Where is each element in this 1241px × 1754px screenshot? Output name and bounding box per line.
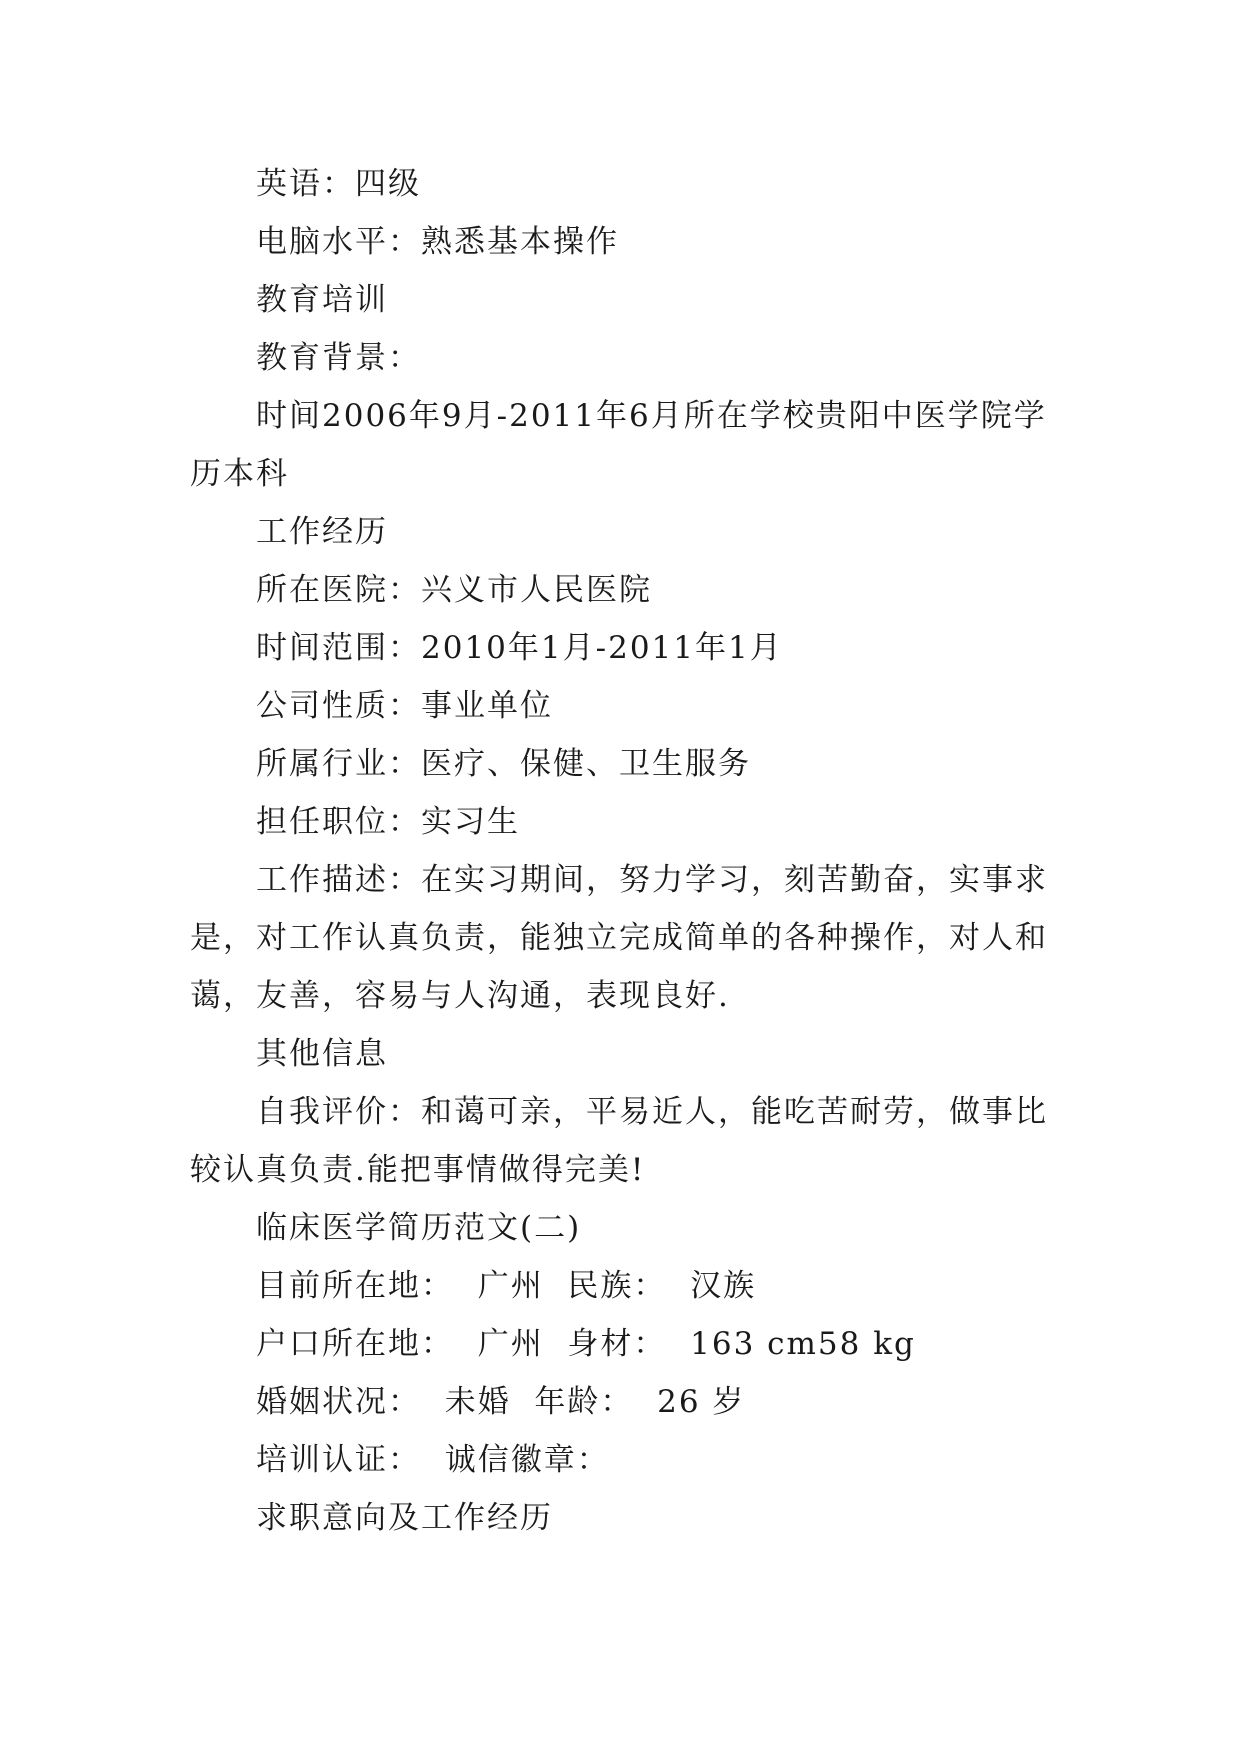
education-background-detail: 时间2006年9月-2011年6月所在学校贵阳中医学院学历本科 [190, 398, 1047, 492]
job-intention-heading: 求职意向及工作经历 [256, 1500, 553, 1536]
section-heading-education-training: 教育培训 [256, 282, 388, 318]
position: 担任职位：实习生 [256, 804, 520, 840]
time-range: 时间范围：2010年1月-2011年1月 [256, 630, 783, 666]
training-certification: 培训认证： 诚信徽章： [256, 1442, 610, 1478]
english-level: 英语：四级 [256, 166, 421, 202]
section-heading-work-experience: 工作经历 [256, 514, 388, 550]
document-body [190, 155, 1060, 1547]
location-ethnicity: 目前所在地： 广州 民族： 汉族 [256, 1268, 757, 1304]
computer-skill: 电脑水平：熟悉基本操作 [256, 224, 619, 260]
marital-age: 婚姻状况： 未婚 年龄： 26 岁 [256, 1384, 746, 1420]
household-physique: 户口所在地： 广州 身材： 163 cm58 kg [256, 1326, 916, 1362]
self-evaluation: 自我评价：和蔼可亲，平易近人，能吃苦耐劳，做事比较认真负责.能把事情做得完美! [190, 1094, 1048, 1188]
education-background-label: 教育背景： [256, 340, 421, 376]
company-type: 公司性质：事业单位 [256, 688, 553, 724]
sample-title-two: 临床医学简历范文(二) [256, 1210, 582, 1246]
industry: 所属行业：医疗、保健、卫生服务 [256, 746, 751, 782]
work-description: 工作描述：在实习期间，努力学习，刻苦勤奋，实事求是，对工作认真负责，能独立完成简单的各种操作，对人和蔼，友善，容易与人沟通，表现良好. [190, 862, 1048, 1014]
section-heading-other-info: 其他信息 [256, 1036, 388, 1072]
hospital: 所在医院：兴义市人民医院 [256, 572, 652, 608]
